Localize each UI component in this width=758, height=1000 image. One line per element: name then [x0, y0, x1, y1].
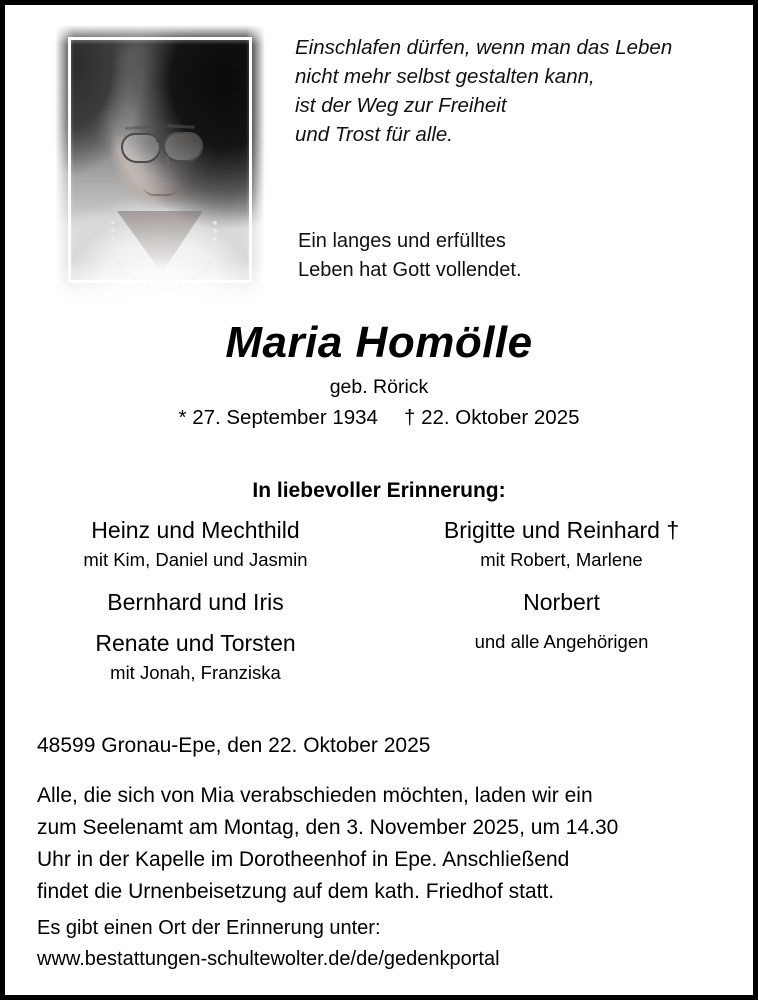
- invitation-line: zum Seelenamt am Montag, den 3. November 2025, um 14.30: [37, 816, 619, 839]
- memorial-verse: [295, 33, 735, 149]
- mourner-children: mit Jonah, Franziska: [110, 662, 281, 683]
- mourner-children: mit Robert, Marlene: [480, 549, 643, 570]
- birth-star-icon: *: [178, 406, 187, 429]
- mourner-name: Bernhard und Iris: [107, 589, 284, 615]
- photo-inner-frame: [68, 37, 252, 283]
- mourner-name: Renate und Torsten: [95, 630, 296, 656]
- spacer: [390, 573, 733, 587]
- spacer: [35, 573, 356, 587]
- subverse-line: Ein langes und erfülltes: [298, 230, 506, 252]
- death-cross-icon: †: [403, 406, 416, 429]
- death-date: 22. Oktober 2025: [421, 406, 580, 429]
- birth-date: 27. September 1934: [192, 406, 378, 429]
- deceased-name-block: [10, 317, 748, 432]
- mourner-children: mit Kim, Daniel und Jasmin: [83, 549, 308, 570]
- deceased-maiden-name: geb. Rörick: [329, 376, 429, 398]
- mourner-name: Heinz und Mechthild: [91, 517, 300, 543]
- mourner-group: und alle Angehörigen: [474, 631, 649, 652]
- memorial-portal-note: [37, 913, 737, 975]
- remembrance-heading: In liebevoller Erinnerung:: [252, 479, 506, 502]
- memorial-portal-label: Es gibt einen Ort der Erinnerung unter:: [37, 917, 381, 939]
- memorial-portal-url[interactable]: www.bestattungen-schultewolter.de/de/gedenkportal: [37, 948, 500, 970]
- memorial-subverse: [298, 227, 738, 285]
- service-invitation: [37, 780, 737, 908]
- invitation-line: Alle, die sich von Mia verabschieden möchten, laden wir ein: [37, 784, 593, 807]
- mourners-list: [35, 515, 733, 686]
- mourners-column-right: [384, 515, 733, 686]
- invitation-line: findet die Urnenbeisetzung auf dem kath. Friedhof statt.: [37, 880, 555, 903]
- spacer: [390, 618, 733, 628]
- deceased-name: Maria Homölle: [225, 318, 533, 367]
- portrait-photo: [55, 25, 265, 305]
- portrait-photo-image: [55, 25, 265, 305]
- mourners-column-left: [35, 515, 384, 686]
- spacer: [35, 618, 356, 628]
- invitation-line: Uhr in der Kapelle im Dorotheenhof in Epe. Anschließend: [37, 848, 570, 871]
- place-and-date: 48599 Gronau-Epe, den 22. Oktober 2025: [37, 734, 431, 757]
- verse-line: und Trost für alle.: [295, 123, 453, 146]
- subverse-line: Leben hat Gott vollendet.: [298, 259, 522, 281]
- mourner-name: Brigitte und Reinhard †: [443, 517, 680, 543]
- verse-line: Einschlafen dürfen, wenn man das Leben: [295, 36, 673, 59]
- verse-line: ist der Weg zur Freiheit: [295, 94, 507, 117]
- mourner-name: Norbert: [523, 589, 600, 615]
- verse-line: nicht mehr selbst gestalten kann,: [295, 65, 595, 88]
- life-dates: [10, 404, 748, 432]
